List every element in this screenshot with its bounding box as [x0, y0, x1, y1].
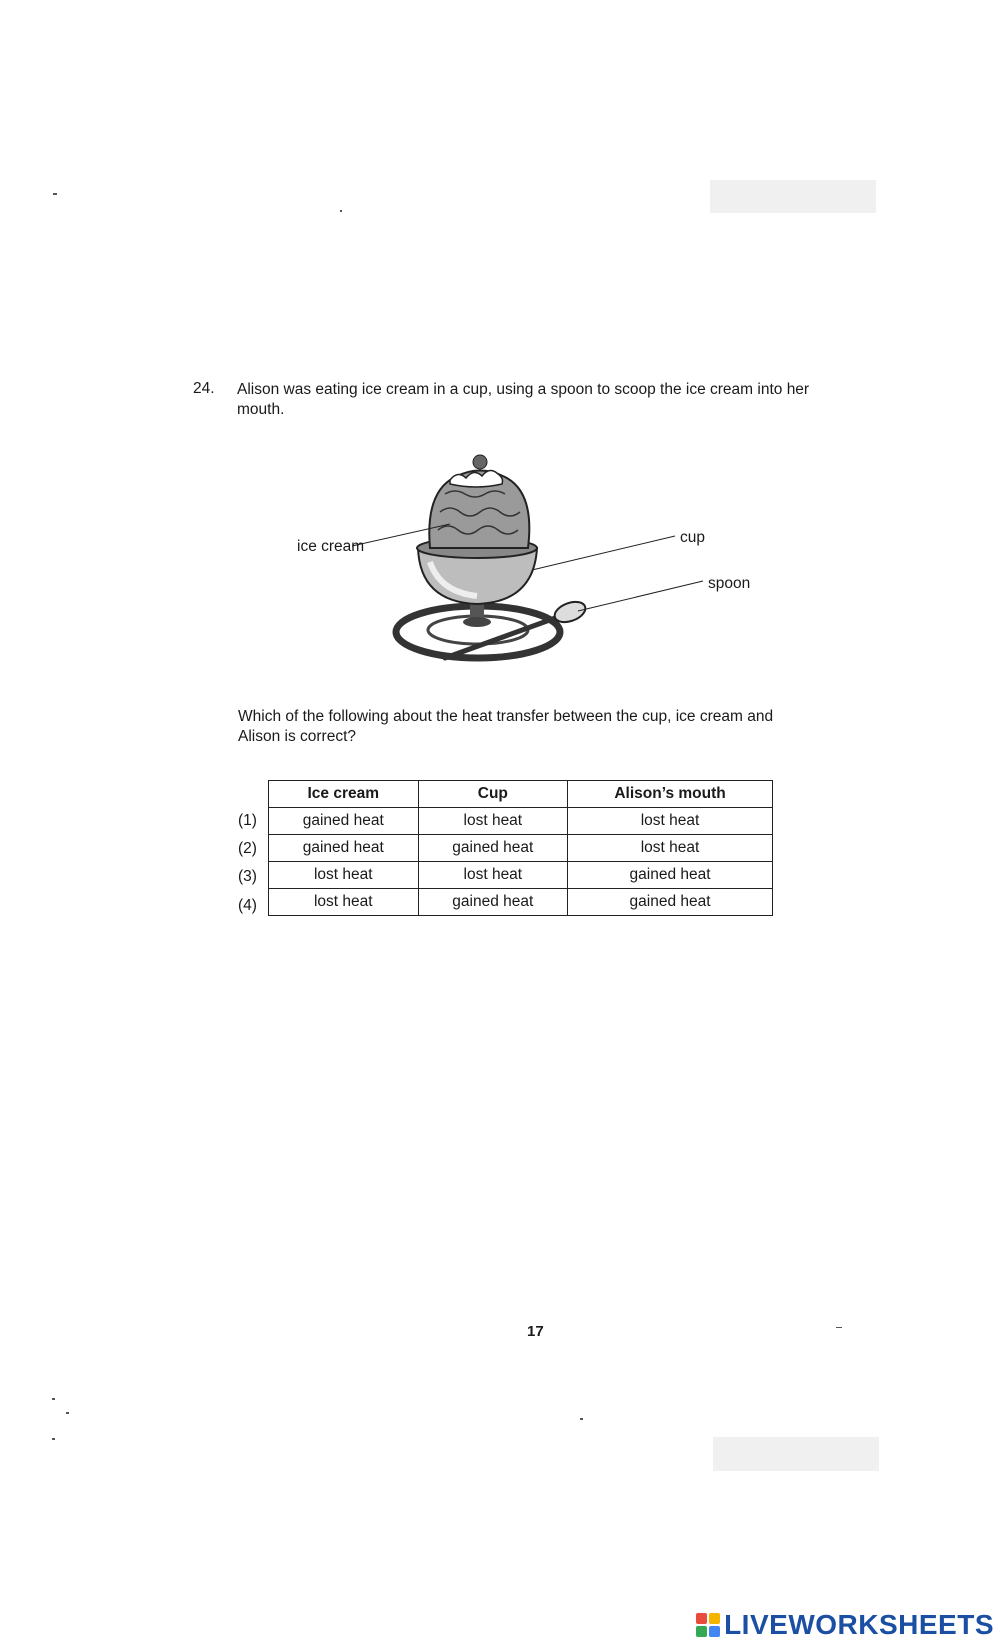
option-label-1[interactable]: (1) [238, 812, 257, 829]
liveworksheets-wordmark: LIVEWORKSHEETS [724, 1609, 994, 1640]
table-cell: gained heat [418, 835, 568, 862]
scan-speck [580, 1418, 583, 1420]
logo-tile [696, 1626, 707, 1637]
table-row [269, 835, 773, 862]
liveworksheets-icon [696, 1613, 720, 1637]
label-ice-cream: ice cream [297, 538, 365, 555]
question-text: Alison was eating ice cream in a cup, using a spoon to scoop the ice cream into her mouth. [237, 381, 810, 418]
option-label-2[interactable]: (2) [238, 840, 257, 857]
answer-box-top[interactable] [710, 180, 876, 213]
scan-speck [66, 1412, 69, 1414]
label-cup: cup [680, 529, 705, 546]
logo-tile [709, 1613, 720, 1624]
header-ice-cream: Ice cream [269, 781, 419, 808]
logo-tile [696, 1613, 707, 1624]
table-cell: lost heat [418, 862, 568, 889]
page-number: 17 [527, 1323, 544, 1340]
answer-table [268, 780, 773, 916]
ice-cream-figure [280, 452, 760, 672]
table-cell: lost heat [568, 835, 773, 862]
table-cell: gained heat [269, 808, 419, 835]
label-spoon: spoon [708, 575, 751, 592]
ice-cream-cup-illustration [280, 452, 760, 672]
table-header-row [269, 781, 773, 808]
answer-box-bottom[interactable] [713, 1437, 879, 1471]
option-label-4[interactable]: (4) [238, 897, 257, 914]
table-cell: lost heat [568, 808, 773, 835]
question-prompt: Which of the following about the heat transfer between the cup, ice cream and Alison is correct? [238, 708, 774, 745]
scan-speck [836, 1327, 842, 1328]
table-cell: gained heat [418, 889, 568, 916]
table-row [269, 808, 773, 835]
logo-tile [709, 1626, 720, 1637]
header-alisons-mouth: Alison’s mouth [568, 781, 773, 808]
scan-speck [52, 1398, 55, 1400]
table-cell: gained heat [568, 862, 773, 889]
table-cell: lost heat [269, 862, 419, 889]
table-row [269, 889, 773, 916]
scan-speck [53, 193, 57, 195]
header-cup: Cup [418, 781, 568, 808]
scan-speck [340, 210, 342, 212]
liveworksheets-logo [696, 1607, 994, 1643]
table-cell: lost heat [269, 889, 419, 916]
scan-speck [52, 1438, 55, 1440]
table-row [269, 862, 773, 889]
table-cell: gained heat [269, 835, 419, 862]
table-cell: lost heat [418, 808, 568, 835]
question-number: 24. [193, 380, 215, 397]
option-label-3[interactable]: (3) [238, 868, 257, 885]
table-cell: gained heat [568, 889, 773, 916]
